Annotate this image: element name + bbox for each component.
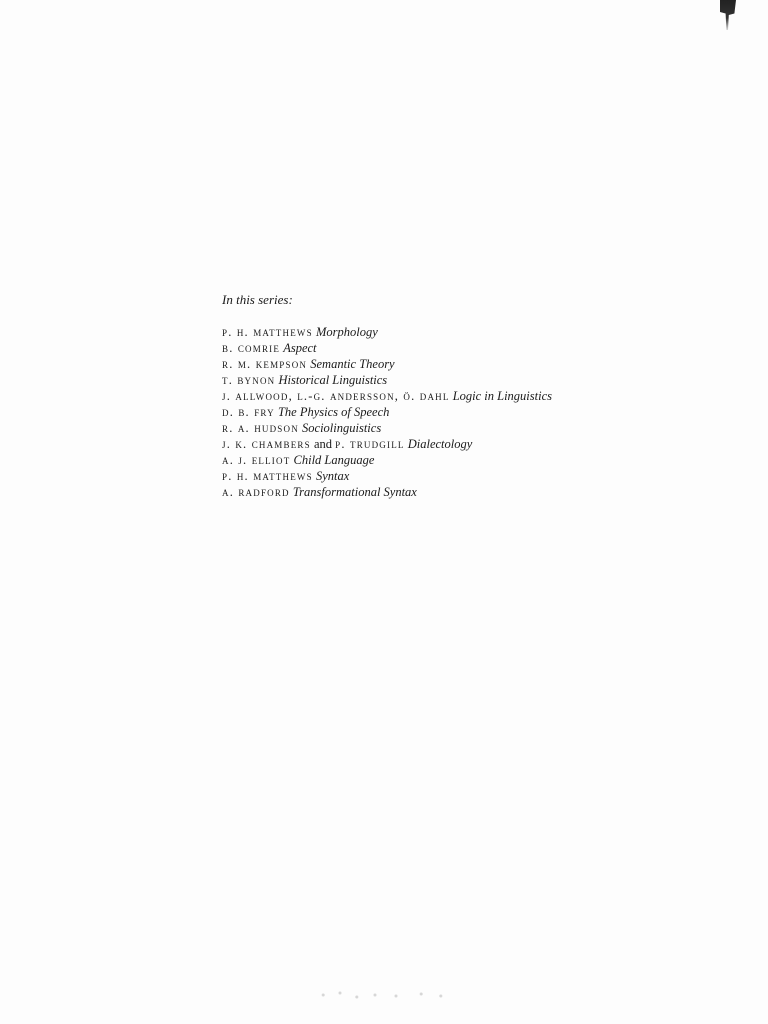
series-entry-author: b. comrie [222, 341, 281, 355]
series-entry-author: t. bynon [222, 373, 276, 387]
series-entry [222, 468, 642, 484]
series-heading: In this series: [222, 292, 293, 307]
series-entry-author: a. j. elliot [222, 453, 291, 467]
series-entry [222, 340, 642, 356]
series-entry-author: p. h. matthews [222, 325, 313, 339]
series-list [222, 324, 642, 500]
series-entry-title: Sociolinguistics [302, 421, 382, 435]
series-entry-title: The Physics of Speech [277, 405, 390, 419]
series-entry-author: j. k. chambers [222, 437, 311, 451]
series-entry-author: j. allwood, l.-g. andersson, ö. dahl [222, 389, 450, 403]
series-entry-title: Syntax [315, 469, 350, 483]
series-entry-title: Historical Linguistics [278, 373, 388, 387]
series-entry-author: r. m. kempson [222, 357, 308, 371]
series-list-block [222, 292, 642, 500]
series-entry [222, 388, 642, 404]
series-entry [222, 484, 642, 500]
series-entry [222, 324, 642, 340]
series-entry [222, 420, 642, 436]
series-entry-title: Transformational Syntax [292, 485, 417, 499]
series-entry-conjunction: and [313, 437, 333, 451]
series-entry-title: Semantic Theory [310, 357, 395, 371]
series-entry-author: p. trudgill [335, 437, 405, 451]
series-entry-title: Logic in Linguistics [452, 389, 553, 403]
series-entry-author: a. radford [222, 485, 290, 499]
series-entry [222, 436, 642, 452]
series-entry [222, 356, 642, 372]
series-entry-title: Child Language [293, 453, 375, 467]
faint-library-stamp [312, 985, 452, 1005]
series-entry [222, 372, 642, 388]
series-entry-title: Morphology [315, 325, 378, 339]
series-entry [222, 452, 642, 468]
series-entry-title: Aspect [283, 341, 317, 355]
series-entry-author: d. b. fry [222, 405, 275, 419]
scan-edge-mark [720, 0, 736, 30]
series-entry [222, 404, 642, 420]
series-entry-author: r. a. hudson [222, 421, 299, 435]
series-entry-title: Dialectology [407, 437, 473, 451]
series-entry-author: p. h. matthews [222, 469, 313, 483]
